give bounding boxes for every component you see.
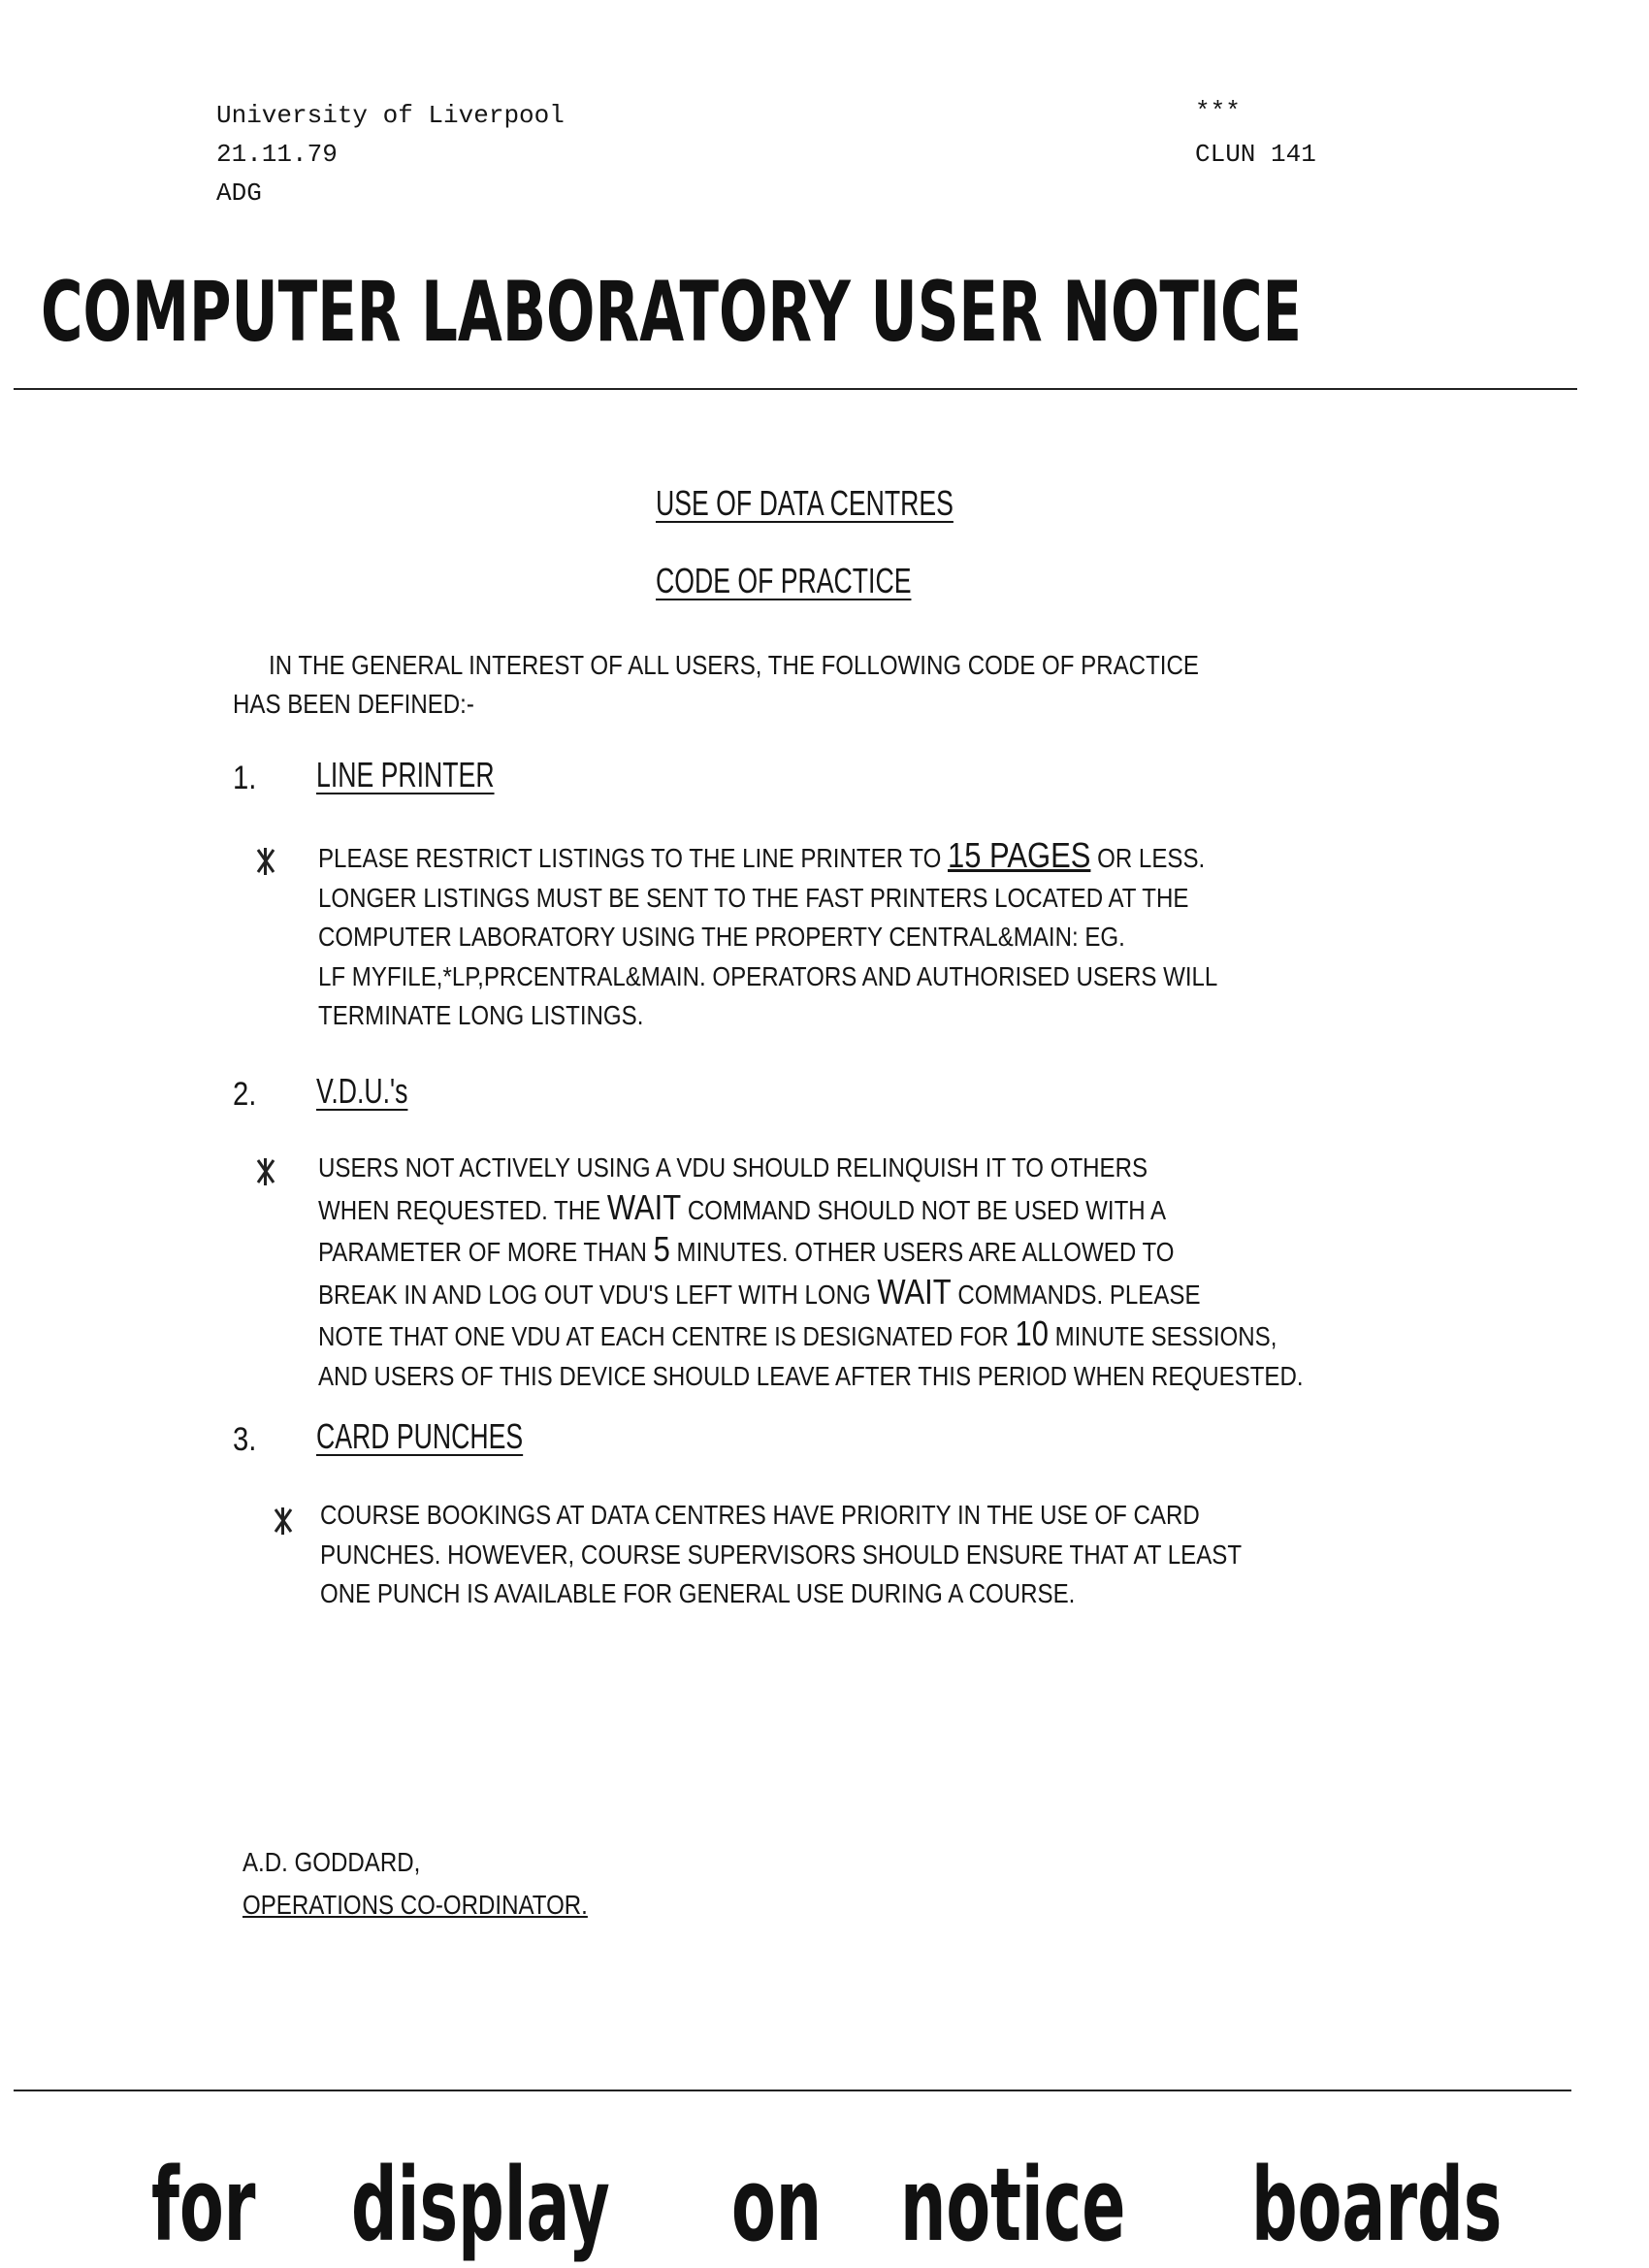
- intro-line: HAS BEEN DEFINED:-: [233, 689, 474, 719]
- section-heading-vdus: V.D.U.'s: [316, 1071, 408, 1111]
- footer-word: on: [731, 2146, 823, 2264]
- body-line: WHEN REQUESTED. THE WAIT COMMAND SHOULD NOT BE USED WITH A: [318, 1186, 1167, 1227]
- subtitle-data-centres: USE OF DATA CENTRES: [656, 483, 954, 523]
- body-line: ONE PUNCH IS AVAILABLE FOR GENERAL USE DURING A COURSE.: [320, 1578, 1076, 1608]
- footer-word: notice: [900, 2146, 1126, 2264]
- body-line: PLEASE RESTRICT LISTINGS TO THE LINE PRINTER TO 15 PAGES OR LESS.: [318, 835, 1206, 875]
- intro-paragraph-cont: [233, 685, 474, 725]
- section-number: 3.: [233, 1421, 257, 1458]
- emphasis-text: 15 PAGES: [948, 835, 1091, 875]
- section-heading-card-punches: CARD PUNCHES: [316, 1416, 524, 1456]
- signature-name: A.D. GODDARD,: [242, 1847, 421, 1877]
- section-body-card-punches: [320, 1496, 1242, 1614]
- footer-word: display: [351, 2146, 610, 2264]
- section-number: 1.: [233, 760, 257, 796]
- body-line: TERMINATE LONG LISTINGS.: [318, 1000, 644, 1030]
- emphasis-text: WAIT: [877, 1271, 952, 1312]
- section-number: 2.: [233, 1076, 257, 1113]
- intro-paragraph: [269, 646, 1199, 686]
- footer-rule: [14, 2090, 1571, 2091]
- body-line: NOTE THAT ONE VDU AT EACH CENTRE IS DESIGNATED FOR 10 MINUTE SESSIONS,: [318, 1313, 1277, 1353]
- body-line: LF MYFILE,*LP,PRCENTRAL&MAIN. OPERATORS AND AUTHORISED USERS WILL: [318, 960, 1218, 991]
- star-bullet-icon: [264, 1502, 303, 1540]
- footer-word: boards: [1251, 2146, 1503, 2264]
- star-bullet-icon: [246, 842, 285, 881]
- intro-line: IN THE GENERAL INTEREST OF ALL USERS, THE FOLLOWING CODE OF PRACTICE: [269, 650, 1199, 680]
- section-body-line-printer: [318, 836, 1217, 1036]
- emphasis-text: 5: [653, 1229, 670, 1269]
- notice-date: 21.11.79: [216, 140, 338, 169]
- author-initials: ADG: [216, 178, 262, 208]
- body-line: PUNCHES. HOWEVER, COURSE SUPERVISORS SHOULD ENSURE THAT AT LEAST: [320, 1539, 1243, 1570]
- body-line: PARAMETER OF MORE THAN 5 MINUTES. OTHER USERS ARE ALLOWED TO: [318, 1229, 1175, 1269]
- body-line: COURSE BOOKINGS AT DATA CENTRES HAVE PRIORITY IN THE USE OF CARD: [320, 1500, 1200, 1530]
- body-line: LONGER LISTINGS MUST BE SENT TO THE FAST PRINTERS LOCATED AT THE: [318, 882, 1189, 913]
- emphasis-text: WAIT: [606, 1186, 682, 1227]
- banner-title: COMPUTER LABORATORY USER NOTICE: [41, 264, 1303, 361]
- star-bullet-icon: [246, 1152, 285, 1191]
- body-line: USERS NOT ACTIVELY USING A VDU SHOULD RELINQUISH IT TO OTHERS: [318, 1152, 1148, 1183]
- body-line: AND USERS OF THIS DEVICE SHOULD LEAVE AFTER THIS PERIOD WHEN REQUESTED.: [318, 1360, 1304, 1391]
- section-heading-line-printer: LINE PRINTER: [316, 755, 495, 794]
- body-line: BREAK IN AND LOG OUT VDU'S LEFT WITH LONG WAIT COMMANDS. PLEASE: [318, 1271, 1201, 1312]
- banner-rule: [14, 388, 1577, 390]
- footer-word: for: [151, 2146, 256, 2264]
- body-line: COMPUTER LABORATORY USING THE PROPERTY CENTRAL&MAIN: EG.: [318, 922, 1125, 952]
- signature-title: OPERATIONS CO-ORDINATOR.: [242, 1890, 588, 1920]
- subtitle-code-of-practice: CODE OF PRACTICE: [656, 561, 912, 600]
- header-stars: ***: [1195, 97, 1241, 126]
- emphasis-text: 10: [1015, 1313, 1049, 1353]
- institution-name: University of Liverpool: [216, 101, 565, 130]
- notice-reference: CLUN 141: [1195, 140, 1316, 169]
- section-body-vdus: [318, 1149, 1304, 1396]
